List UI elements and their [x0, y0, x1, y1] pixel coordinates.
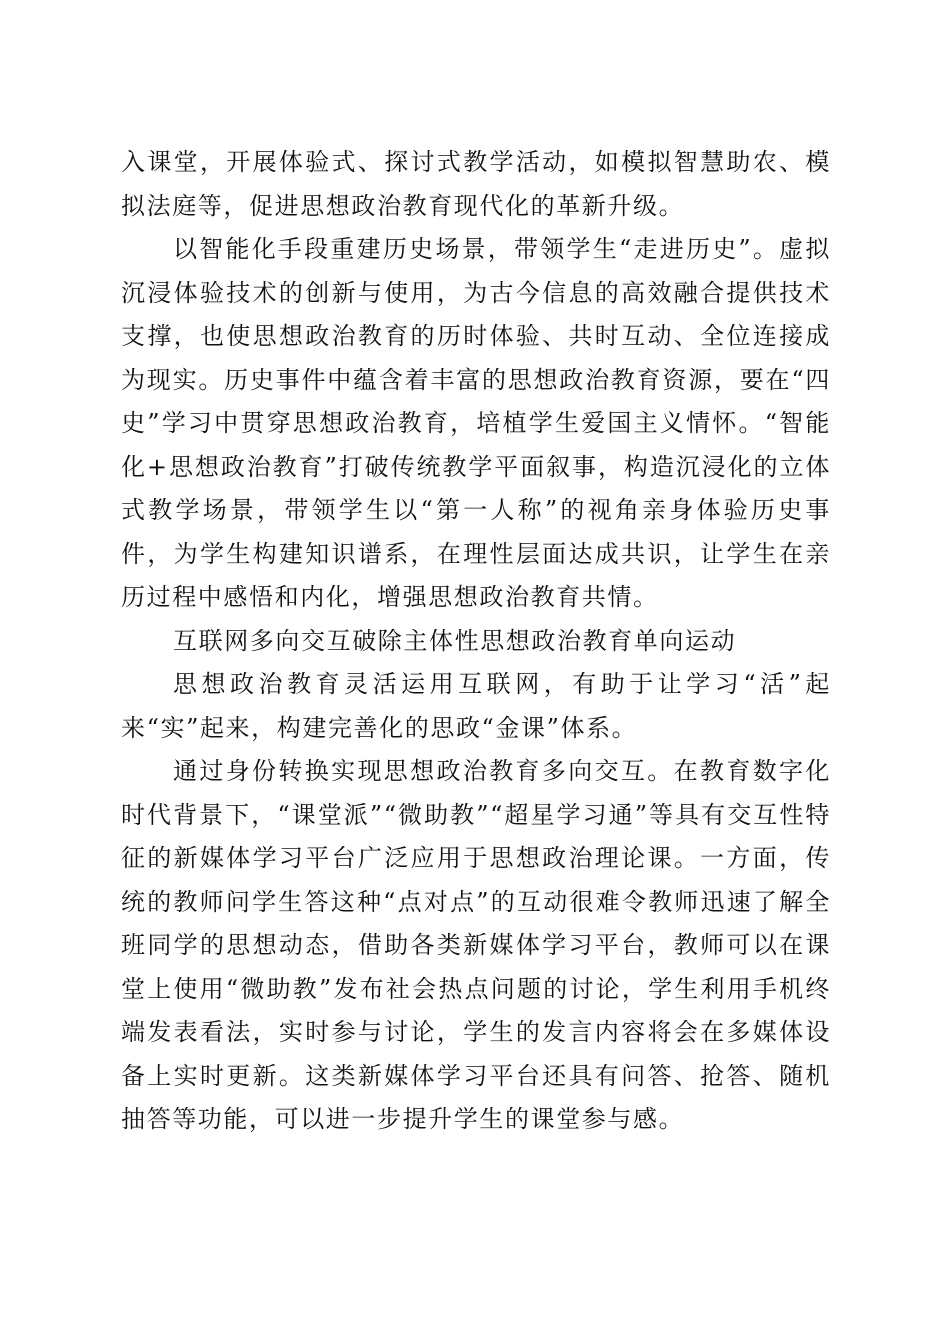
section-heading-internet-interaction: 互联网多向交互破除主体性思想政治教育单向运动: [173, 626, 737, 655]
document-body: [121, 141, 831, 1142]
paragraph-identity-conversion: 通过身份转换实现思想政治教育多向交互。在教育数字化时代背景下，“课堂派”“微助教”“超星学习通”等具有交互性特征的新媒体学习平台广泛应用于思想政治理论课。一方面，传统的教师问学生答这种“点对点”的互动很难令教师迅速了解全班同学的思想动态，借助各类新媒体学习平台，教师可以在课堂上使用“微助教”发布社会热点问题的讨论，学生利用手机终端发表看法，实时参与讨论，学生的发言内容将会在多媒体设备上实时更新。这类新媒体学习平台还具有问答、抢答、随机抽答等功能，可以进一步提升学生的课堂参与感。: [121, 757, 831, 1133]
paragraph-continuation: 入课堂，开展体验式、探讨式教学活动，如模拟智慧助农、模拟法庭等，促进思想政治教育现代化的革新升级。: [121, 148, 831, 220]
paragraph-internet-golden-course: 思想政治教育灵活运用互联网，有助于让学习“活”起来“实”起来，构建完善化的思政“金课”体系。: [121, 670, 831, 742]
paragraph-history-scenes: 以智能化手段重建历史场景，带领学生“走进历史”。虚拟沉浸体验技术的创新与使用，为古今信息的高效融合提供技术支撑，也使思想政治教育的历时体验、共时互动、全位连接成为现实。历史事件中蕴含着丰富的思想政治教育资源，要在“四史”学习中贯穿思想政治教育，培植学生爱国主义情怀。“智能化+思想政治教育”打破传统教学平面叙事，构造沉浸化的立体式教学场景，带领学生以“第一人称”的视角亲身体验历史事件，为学生构建知识谱系，在理性层面达成共识，让学生在亲历过程中感悟和内化，增强思想政治教育共情。: [121, 235, 831, 611]
